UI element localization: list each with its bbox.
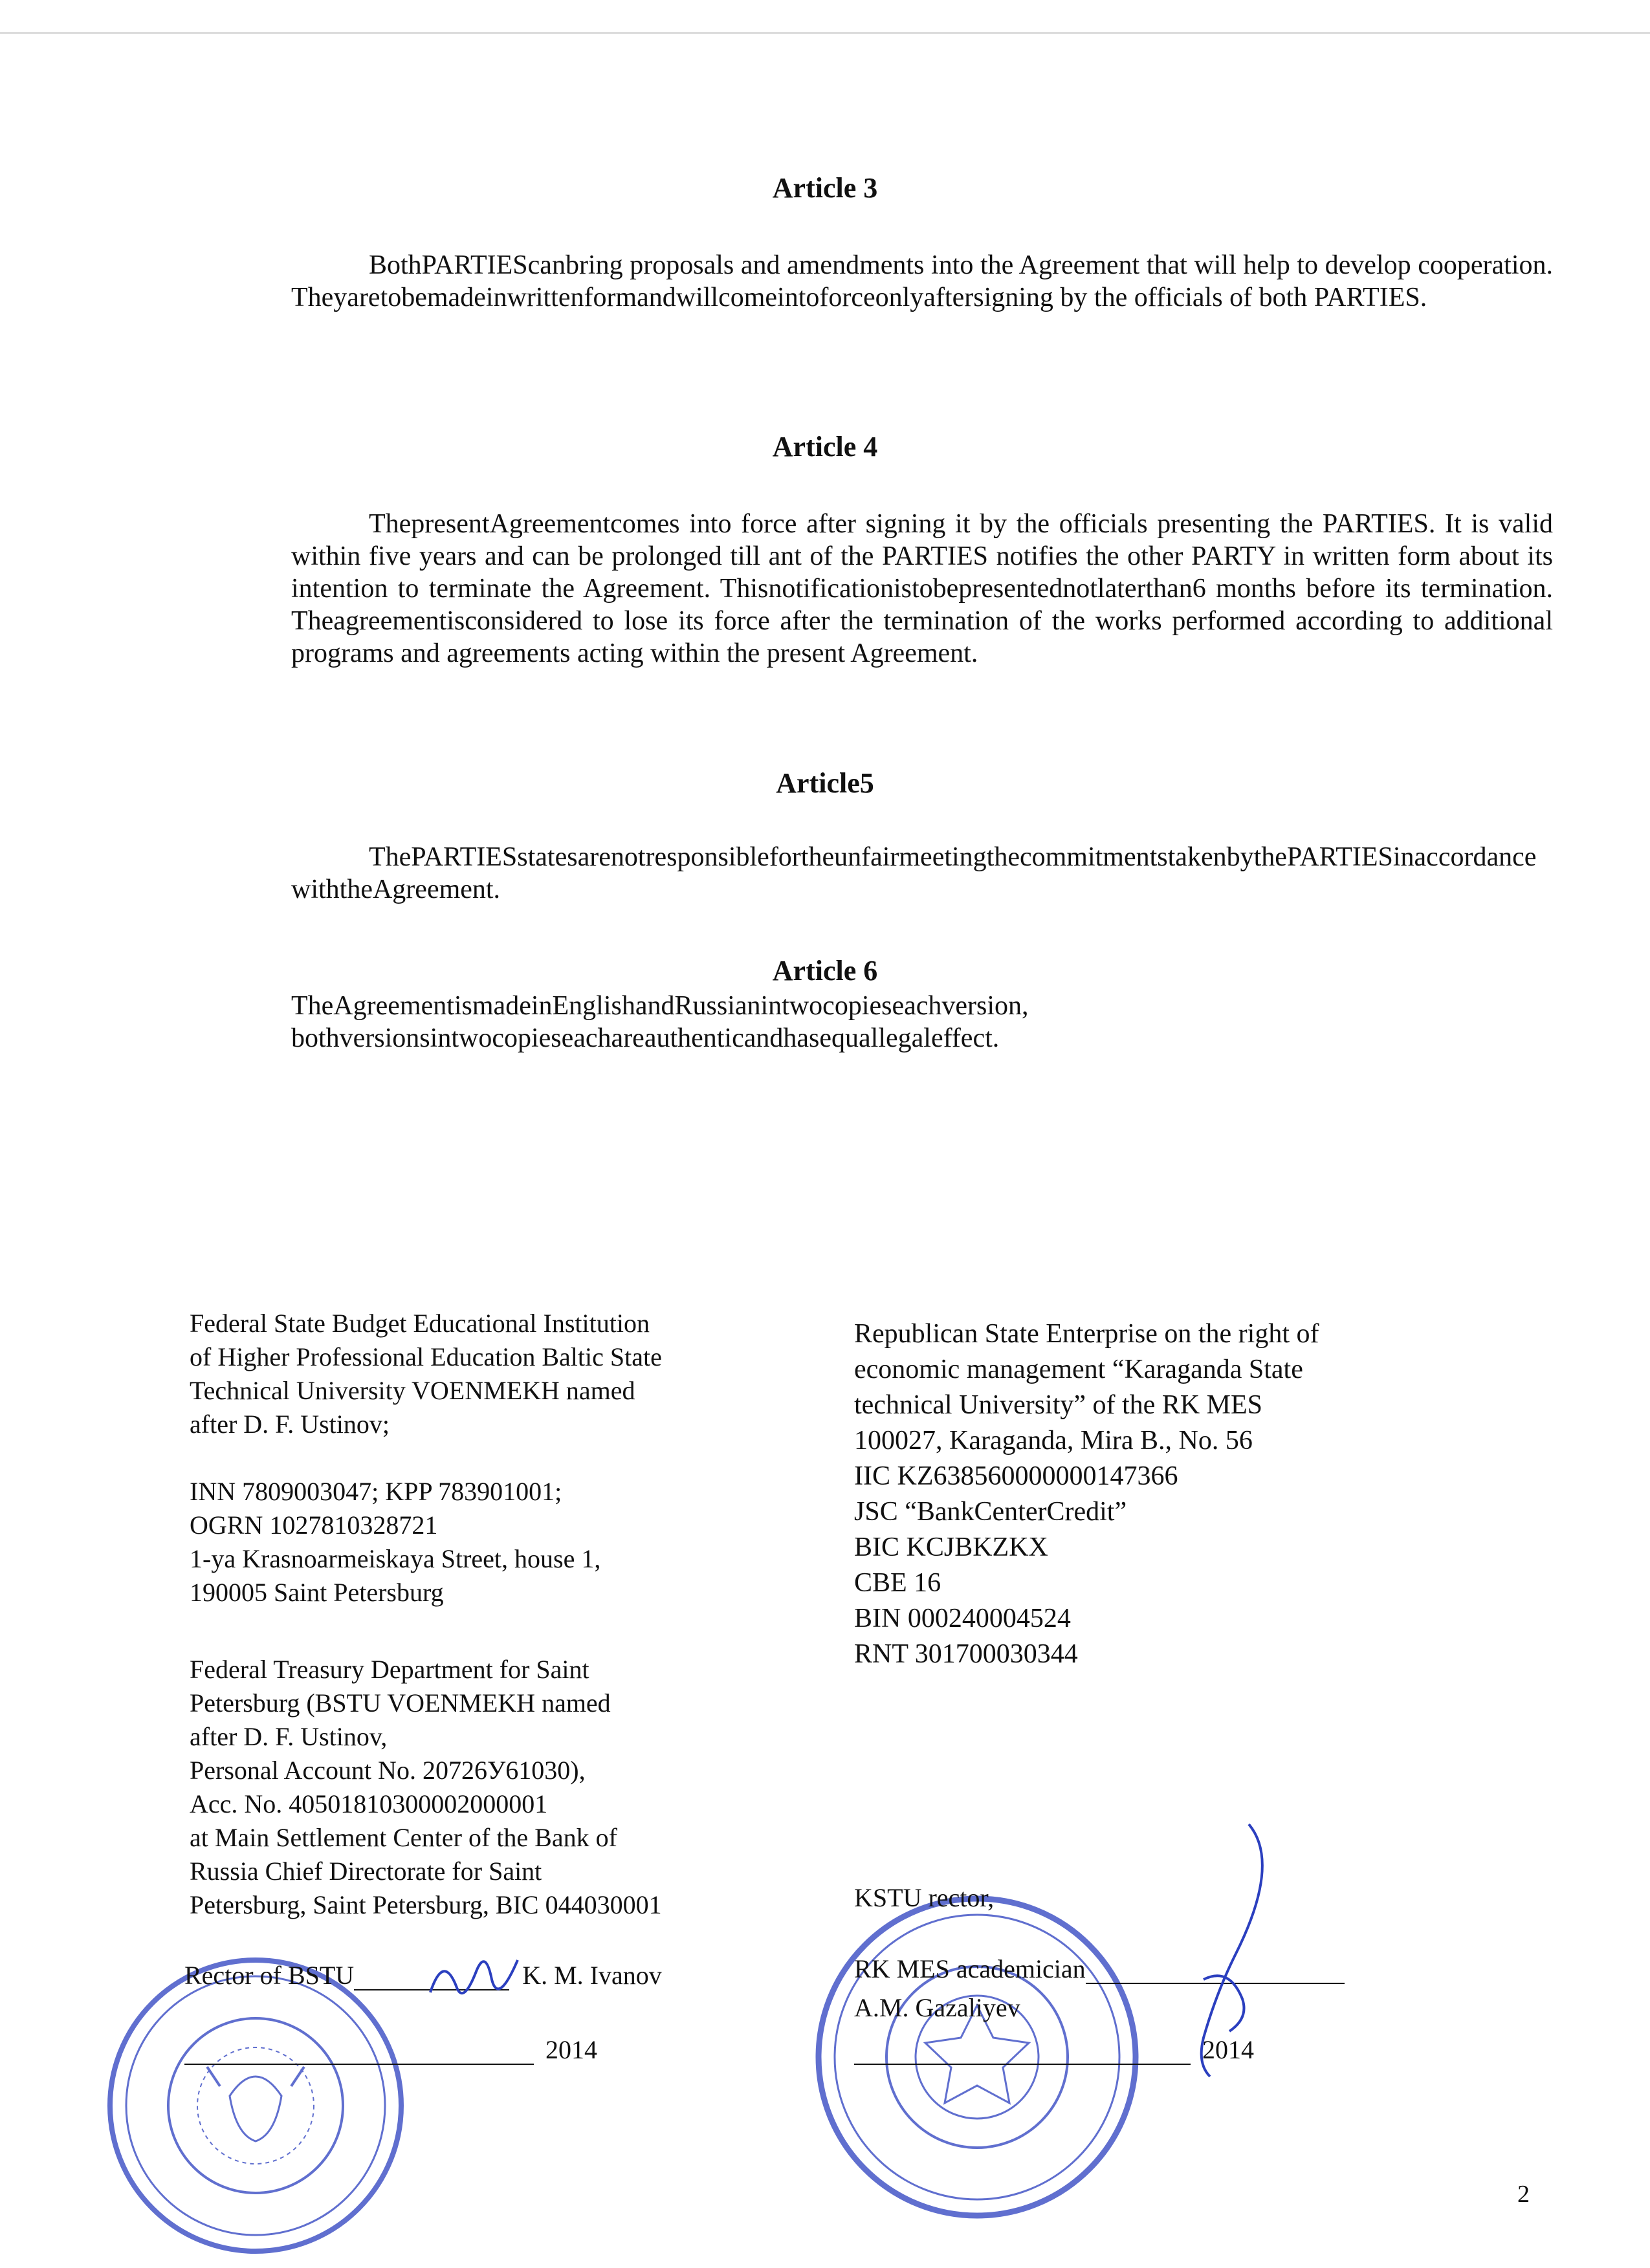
page-number: 2 xyxy=(1517,2181,1530,2208)
article-6-title: Article 6 xyxy=(772,955,878,987)
left-party-bank-line: Petersburg, Saint Petersburg, BIC 044030001 xyxy=(190,1890,662,1919)
right-party-line: 100027, Karaganda, Mira B., No. 56 xyxy=(854,1426,1253,1456)
left-party-detail-line: 190005 Saint Petersburg xyxy=(190,1578,444,1607)
right-party-line: Republican State Enterprise on the right of xyxy=(854,1319,1319,1349)
left-party-detail-line: OGRN 1027810328721 xyxy=(190,1510,438,1540)
right-handwritten-signature-icon xyxy=(1178,1811,1288,2083)
right-signatory-name: A.M. Gazaliyev xyxy=(854,1993,1020,2022)
left-party-bank-line: after D. F. Ustinov, xyxy=(190,1722,388,1751)
bstu-round-stamp-icon xyxy=(97,1947,414,2264)
left-party-bank-line: Acc. No. 40501810300002000001 xyxy=(190,1789,548,1818)
left-party-name-line: of Higher Professional Education Baltic State xyxy=(190,1342,662,1371)
right-party-line: IIC KZ638560000000147366 xyxy=(854,1461,1178,1491)
left-party-name xyxy=(190,1307,772,1441)
left-party-bank-line: Russia Chief Directorate for Saint xyxy=(190,1857,542,1886)
left-date-row xyxy=(184,2034,597,2065)
left-party-details xyxy=(190,1475,772,1609)
article-3-title: Article 3 xyxy=(772,172,878,204)
left-handwritten-signature-icon xyxy=(417,1941,547,2012)
left-party-bank-line: Personal Account No. 20726У61030), xyxy=(190,1756,586,1785)
article-5-title: Article5 xyxy=(776,767,874,799)
left-party-bank-line: Petersburg (BSTU VOENMEKH named xyxy=(190,1688,611,1717)
right-date-year: 2014 xyxy=(1202,2035,1254,2064)
right-party-line: BIN 000240004524 xyxy=(854,1604,1071,1633)
right-party-line: BIC KCJBKZKX xyxy=(854,1532,1048,1562)
article-6-line: bothversionsintwocopieseachareauthenticandhasequallegaleffect. xyxy=(291,1023,1000,1053)
article-4-text: ThepresentAgreementcomes into force after signing it by the officials presenting the PARTIES. It is valid within five years and can be prolonged till ant of the PARTIES notifies the other PARTY in written form about its intention to terminate the Agreement. Thisnotificationistobepresentednotlaterthan6 months before its termination. Theagreementisconsidered to lose its force after the termination of the works performed according to additional programs and agreements acting within the present Agreement. xyxy=(291,509,1553,668)
right-signatory-title: KSTU rector, xyxy=(854,1883,995,1912)
left-party-bank-line: at Main Settlement Center of the Bank of xyxy=(190,1823,617,1852)
left-signatory-name: K. M. Ivanov xyxy=(522,1961,662,1990)
right-party-line: JSC “BankCenterCredit” xyxy=(854,1497,1127,1527)
left-date-year: 2014 xyxy=(545,2035,597,2064)
right-party-line: economic management “Karaganda State xyxy=(854,1355,1303,1384)
left-party-name-line: Federal State Budget Educational Institution xyxy=(190,1309,650,1338)
article-3-text: BothPARTIEScanbring proposals and amendments into the Agreement that will help to develop cooperation. Theyaretobemadeinwrittenformandwillcomeintoforceonlyaftersigning by the officials of both PARTIES. xyxy=(291,250,1553,312)
left-party-detail-line: 1-ya Krasnoarmeiskaya Street, house 1, xyxy=(190,1544,601,1573)
left-party-name-line: after D. F. Ustinov; xyxy=(190,1410,390,1439)
right-party-line: RNT 301700030344 xyxy=(854,1639,1078,1669)
right-date-line xyxy=(854,2038,1191,2065)
article-5-text: ThePARTIESstatesarenotresponsiblefortheunfairmeetingthecommitmentstakenbythePARTIESinaccordancewiththeAgreement. xyxy=(291,842,1537,904)
left-party-bank xyxy=(190,1653,772,1922)
right-signatory-academic: RK MES academician xyxy=(854,1954,1086,1983)
left-date-line xyxy=(184,2038,534,2065)
article-6-text xyxy=(291,990,1553,1054)
left-party-detail-line: INN 7809003047; KPP 783901001; xyxy=(190,1477,562,1506)
left-party-name-line: Technical University VOENMEKH named xyxy=(190,1376,635,1405)
right-party-line: technical University” of the RK MES xyxy=(854,1390,1263,1420)
scan-edge-line xyxy=(0,32,1650,34)
left-signatory-title: Rector of BSTU xyxy=(184,1961,355,1990)
right-party-details xyxy=(854,1316,1469,1672)
left-party-bank-line: Federal Treasury Department for Saint xyxy=(190,1655,589,1684)
article-6-line: TheAgreementismadeinEnglishandRussianintwocopieseachversion, xyxy=(291,991,1029,1021)
right-party-line: CBE 16 xyxy=(854,1568,941,1598)
article-4-title: Article 4 xyxy=(772,431,878,463)
